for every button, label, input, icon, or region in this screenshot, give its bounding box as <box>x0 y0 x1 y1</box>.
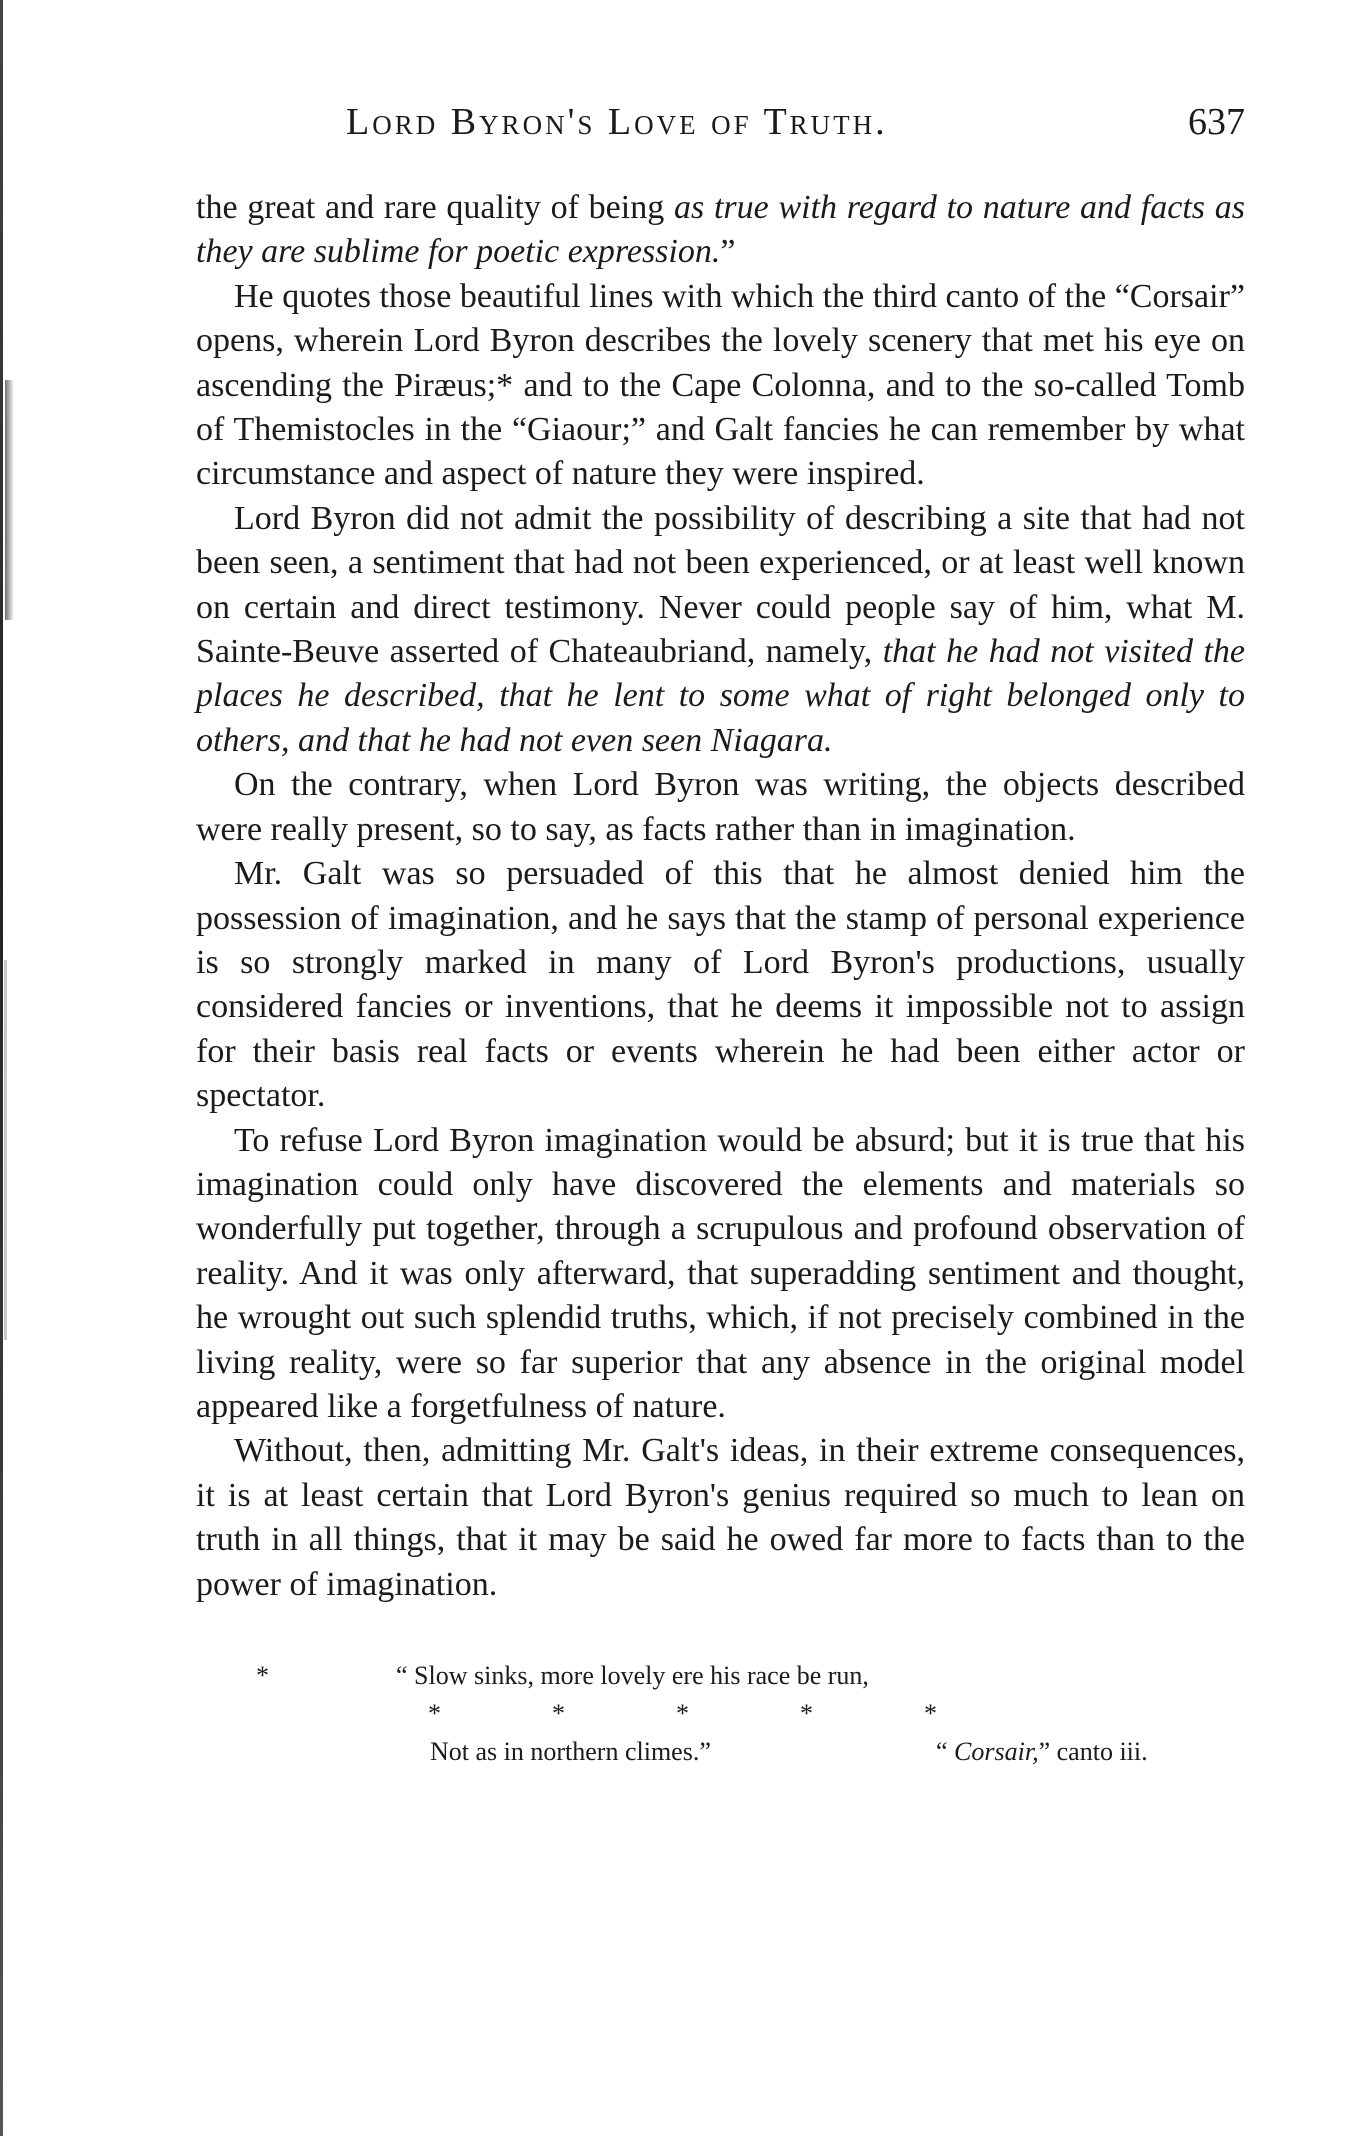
source-open-quote: “ <box>936 1737 955 1766</box>
paragraph <box>196 186 1245 275</box>
text-run: On the contrary, when Lord Byron was writing, the objects described were really present, so to say, as facts rather than in imagination. <box>196 766 1245 848</box>
italic-text-run: as true with regard to nature and facts as they are sublime for poetic expression. <box>196 189 1245 271</box>
text-run: To refuse Lord Byron imagination would be absurd; but it is true that his imagination could only have discovered the elements and materials so wonderfully put together, through a scrupulous and profound observation of reality. And it was only afterward, that superadding sentiment and thought, he wrought out such splendid truths, which, if not precisely combined in the living reality, were so far superior that any absence in the original model appeared like a forgetfulness of nature. <box>196 1121 1245 1425</box>
footnote-line <box>196 1657 1245 1695</box>
page-binding-shadow <box>5 380 14 620</box>
footnote-source <box>936 1733 1148 1771</box>
body-text <box>196 186 1245 1607</box>
ellipsis-star: * <box>428 1699 441 1728</box>
page-binding-mark <box>4 960 7 1340</box>
ellipsis-star: * <box>800 1699 813 1728</box>
ellipsis-star: * <box>924 1699 937 1728</box>
footnote-quote-line: “ Slow sinks, more lovely ere his race be run, <box>396 1661 869 1690</box>
footnote-stars <box>428 1695 1048 1733</box>
paragraph <box>196 852 1245 1118</box>
paragraph <box>196 497 1245 763</box>
ellipsis-star: * <box>676 1699 689 1728</box>
page-binding-edge <box>0 0 3 2136</box>
text-run: ” <box>720 233 736 271</box>
footnote <box>196 1657 1245 1771</box>
paragraph <box>196 1119 1245 1430</box>
footnote-line <box>196 1733 1245 1771</box>
running-title: Lord Byron's Love of Truth. <box>346 101 888 143</box>
italic-text-run: that he had not visited the places he described, that he lent to some what of right belonged only to others, and that he had not even seen Niagara. <box>196 633 1245 759</box>
footnote-quote-line: Not as in northern climes.” <box>430 1737 711 1766</box>
text-run: Lord Byron did not admit the possibility of describing a site that had not been seen, a sentiment that had not been experienced, or at least well known on certain and direct testimony. Never could people say of him, what M. Sainte-Beuve asserted of Chateaubriand, namely, <box>196 499 1245 671</box>
page-number: 637 <box>1188 101 1245 143</box>
text-run: Without, then, admitting Mr. Galt's ideas, in their extreme consequences, it is at least certain that Lord Byron's genius required so much to lean on truth in all things, that it may be said he owed far more to facts than to the power of imagination. <box>196 1432 1245 1603</box>
ellipsis-star: * <box>552 1699 565 1728</box>
source-title: Corsair, <box>954 1737 1039 1766</box>
paragraph <box>196 275 1245 497</box>
paragraph <box>196 1429 1245 1607</box>
text-run: the great and rare quality of being <box>196 189 674 226</box>
paragraph <box>196 763 1245 852</box>
text-run: Mr. Galt was so persuaded of this that he almost denied him the possession of imagination, and he says that the stamp of personal experience is so strongly marked in many of Lord Byron's productions, usually considered fancies or inventions, that he deems it impossible not to assign for their basis real facts or events wherein he had been either actor or spectator. <box>196 855 1245 1115</box>
footnote-marker: * <box>256 1661 269 1690</box>
text-run: He quotes those beautiful lines with which the third canto of the “Corsair” opens, wherein Lord Byron describes the lovely scenery that met his eye on ascending the Piræus;* and to the Cape Colonna, and to the so-called Tomb of Themistocles in the “Giaour;” and Galt fancies he can remember by what circumstance and aspect of nature they were inspired. <box>196 277 1245 493</box>
page-header <box>196 100 1245 150</box>
source-rest: ” canto iii. <box>1038 1737 1148 1766</box>
footnote-ellipsis-line <box>196 1695 1245 1733</box>
